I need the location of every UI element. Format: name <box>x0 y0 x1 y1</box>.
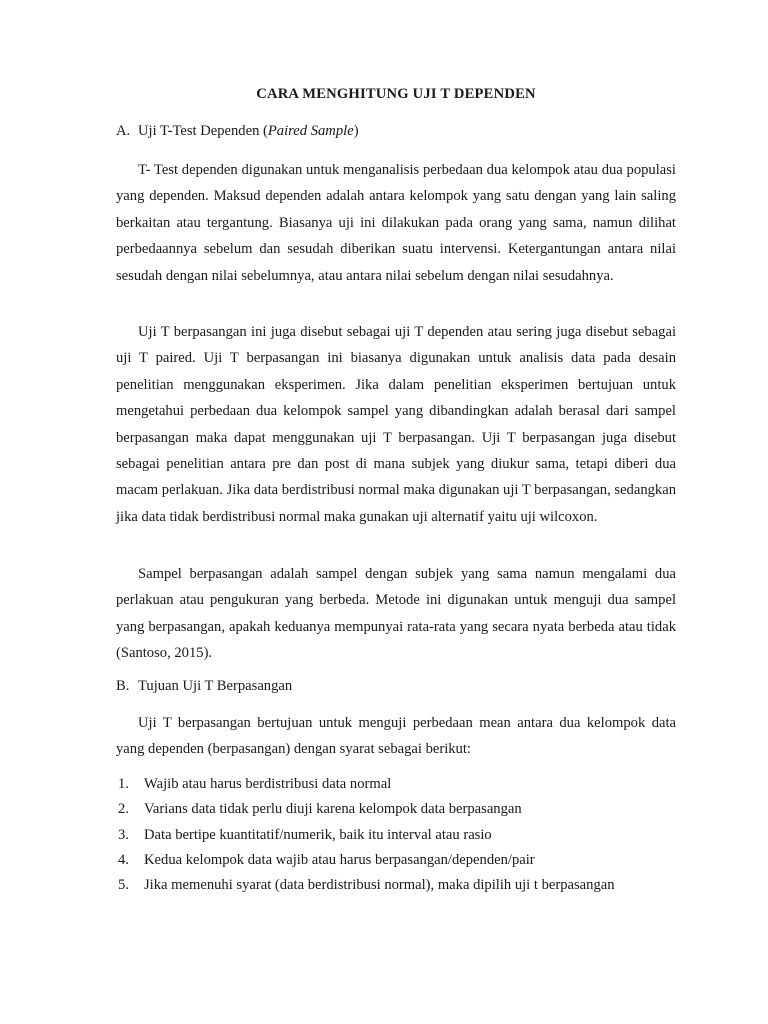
section-b-heading <box>116 678 292 695</box>
section-a-heading-italic: Paired Sample <box>267 123 354 139</box>
section-a-letter: A. <box>116 123 131 139</box>
paragraph-paired-sample: Sampel berpasangan adalah sampel dengan subjek yang sama namun mengalami dua perlakuan atau pengukuran yang berbeda. Metode ini digunakan untuk menguji dua sampel yang berpasangan, apakah keduanya mempunyai rata-rata yang secara nyata berbeda atau tidak (Santoso, 2015). <box>116 566 676 662</box>
document-page <box>116 0 676 1024</box>
paragraph-purpose: Uji T berpasangan bertujuan untuk menguji perbedaan mean antara dua kelompok data yang dependen (berpasangan) dengan syarat sebagai berikut: <box>116 715 676 758</box>
paragraph-paired-t: Uji T berpasangan ini juga disebut sebagai uji T dependen atau sering juga disebut sebagai uji T paired. Uji T berpasangan ini biasanya digunakan untuk analisis data pada desain penelitian menggunakan eksperimen. Jika dalam penelitian eksperimen bertujuan untuk mengetahui perbedaan dua kelompok sampel yang dibandingkan adalah berasal dari sampel berpasangan maka dapat menggunakan uji T berpasangan. Uji T berpasangan juga disebut sebagai penelitian antara pre dan post di mana subjek yang diukur sama, tetapi diberi dua macam perlakuan. Jika data berdistribusi normal maka digunakan uji T berpasangan, sedangkan jika data tidak berdistribusi normal maka gunakan uji alternatif yaitu uji wilcoxon. <box>116 324 676 525</box>
list-item: 1. Wajib atau harus berdistribusi data normal <box>118 776 392 792</box>
paragraph-ttest-definition: T- Test dependen digunakan untuk menganalisis perbedaan dua kelompok atau dua populasi yang dependen. Maksud dependen adalah antara kelompok yang satu dengan yang lain saling berkaitan atau tergantung. Biasanya uji ini dilakukan pada orang yang sama, namun dilihat perbedaannya sebelum dan sesudah diberikan suatu intervensi. Ketergantungan antara nilai sesudah dengan nilai sebelumnya, atau antara nilai sebelum dengan nilai sesudahnya. <box>116 162 676 284</box>
document-title: CARA MENGHITUNG UJI T DEPENDEN <box>256 86 536 102</box>
section-b-heading-text: Tujuan Uji T Berpasangan <box>138 678 293 694</box>
list-item: 2. Varians data tidak perlu diuji karena kelompok data berpasangan <box>118 801 522 818</box>
section-b-letter: B. <box>116 678 130 694</box>
section-a-heading <box>116 123 359 140</box>
list-item: 3. Data bertipe kuantitatif/numerik, baik itu interval atau rasio <box>118 826 492 843</box>
section-a-heading-suffix: ) <box>353 123 359 139</box>
list-item: 4. Kedua kelompok data wajib atau harus berpasangan/dependen/pair <box>118 851 535 868</box>
requirements-list <box>116 772 676 898</box>
section-a-heading-prefix: Uji T-Test Dependen ( <box>138 123 268 139</box>
list-item: 5. Jika memenuhi syarat (data berdistribusi normal), maka dipilih uji t berpasangan <box>118 877 615 894</box>
